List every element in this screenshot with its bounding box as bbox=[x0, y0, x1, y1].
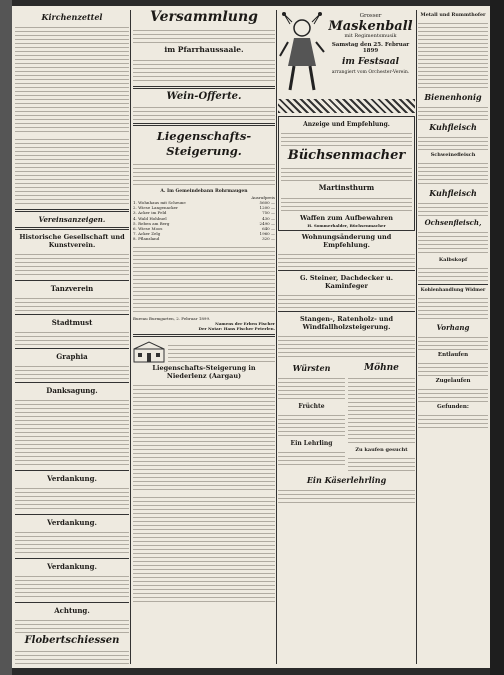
parcel-price: 640 — bbox=[262, 226, 275, 232]
parcel-description: 8. Pflanzland bbox=[133, 236, 160, 242]
tanzverein-text bbox=[15, 295, 129, 311]
jester-illustration-icon bbox=[278, 12, 326, 94]
niederlenz-text bbox=[133, 382, 275, 492]
anzeige-heading: Anzeige und Empfehlung. bbox=[303, 121, 390, 128]
festsaal-label: im Festsaal bbox=[341, 57, 400, 67]
column-divider bbox=[130, 10, 131, 664]
column-divider bbox=[276, 10, 277, 664]
flobertschiessen-text bbox=[15, 648, 129, 664]
waffen-label: Waffen zum Aufbewahren bbox=[299, 214, 394, 222]
maskenball-ad bbox=[278, 10, 415, 96]
gefunden-heading: Gefunden: bbox=[437, 404, 469, 410]
kohlenhandlung-heading: Kohlenhandlung Widmer bbox=[420, 288, 486, 293]
bienenhonig-heading: Bienenhonig bbox=[424, 92, 482, 102]
buechsenmacher-heading: Büchsenmacher bbox=[287, 148, 406, 163]
decorative-border bbox=[278, 99, 415, 113]
tanzverein-heading: Tanzverein bbox=[50, 284, 94, 293]
kuhfleisch-heading-2: Kuhfleisch bbox=[429, 188, 477, 198]
versammlung-traktanden bbox=[133, 57, 275, 83]
niederlenz-heading: Liegenschafts-Steigerung in Niederlenz (Aargau) bbox=[152, 363, 256, 380]
verdankung-heading: Verdankung. bbox=[47, 562, 97, 571]
achtung-text bbox=[15, 617, 129, 633]
column-4 bbox=[418, 10, 488, 664]
maskenball-heading: Maskenball bbox=[328, 19, 413, 34]
column-divider bbox=[416, 10, 417, 664]
wein-offerte-text bbox=[133, 104, 275, 120]
newspaper-page bbox=[12, 6, 490, 668]
wein-offerte-heading: Wein-Offerte. bbox=[166, 91, 242, 102]
danksagung-text bbox=[15, 397, 129, 467]
parcel-price: 750 — bbox=[262, 210, 275, 216]
gemeindebann-heading: A. Im Gemeindebann Rohrmaugen bbox=[160, 189, 248, 194]
verdankung-heading: Verdankung. bbox=[47, 474, 97, 483]
lehrling-heading: Ein Lehrling bbox=[290, 440, 333, 447]
parcel-price: 5600 — bbox=[259, 200, 275, 205]
stadtmusik-heading: Stadtmust bbox=[51, 318, 93, 327]
orchester-label: arrangiert vom Orchester-Verein. bbox=[331, 70, 410, 75]
liegenschafts-steigerung-heading: Liegenschafts-Steigerung. bbox=[156, 129, 252, 158]
namens-line: Namens der Erben Fischer bbox=[215, 320, 275, 326]
entlaufen-heading: Entlaufen bbox=[437, 352, 469, 358]
parcel-description: 4. Wald Hohbuel bbox=[133, 215, 167, 221]
vorhang-heading: Vorhang bbox=[436, 323, 470, 332]
kalbskopf-heading: Kalbskopf bbox=[438, 257, 468, 263]
danksagung-heading: Danksagung. bbox=[46, 386, 98, 395]
verdankung-heading: Verdankung. bbox=[47, 518, 97, 527]
column-3 bbox=[278, 10, 415, 664]
parcel-description: 3. Acker im Feld bbox=[133, 210, 167, 216]
parcel-row bbox=[133, 236, 275, 241]
parcel-description: 1. Wohnhaus mit Scheune bbox=[133, 200, 186, 205]
bureau-date: Bureau Burmgarten, 2. Februar 1899. bbox=[133, 315, 211, 321]
niederlenz-text-cont bbox=[133, 494, 275, 604]
zu-kaufen-heading: Zu kaufen gesucht bbox=[355, 447, 408, 453]
ochsenfleisch-heading: Ochsenfleisch, bbox=[424, 218, 482, 227]
wuersten-heading: Würsten bbox=[292, 363, 331, 373]
sommerhalder-signature: H. Sommerhalder, Büchsenmacher bbox=[307, 223, 386, 228]
vereinsanzeigen-heading: Vereinsanzeigen. bbox=[38, 215, 106, 224]
metall-heading: Metall und Rummthofer bbox=[420, 12, 486, 18]
column-1 bbox=[15, 10, 129, 664]
notar-signature: Der Notar: Hans Fischer Peterlen. bbox=[198, 325, 275, 331]
gottesdienst-text bbox=[15, 136, 129, 206]
page-edge bbox=[490, 0, 504, 675]
book-binding bbox=[0, 0, 12, 675]
fruechte-heading: Früchte bbox=[298, 403, 325, 410]
parcel-price: 2490 — bbox=[259, 220, 275, 226]
parcel-price: 430 — bbox=[262, 215, 275, 221]
parcel-price: 1960 — bbox=[259, 231, 275, 237]
schweinefleisch-heading: Schweinefleisch bbox=[430, 152, 476, 158]
buechsenmacher-ad bbox=[278, 116, 415, 231]
graphia-heading: Graphia bbox=[56, 352, 88, 361]
steigerung-intro bbox=[133, 161, 275, 187]
maskenball-date: Samstag den 25. Februar 1899 bbox=[331, 42, 410, 54]
parcel-description: 7. Acker Zelg bbox=[133, 231, 161, 237]
steiner-heading: G. Steiner, Dachdecker u. Kaminfeger bbox=[300, 274, 393, 290]
stadtmusik-text bbox=[15, 329, 129, 345]
regimentsmusik-label: mit Regimentsmusik bbox=[344, 33, 397, 39]
wohnungsaenderung-heading: Wohnungsänderung und Empfehlung. bbox=[301, 233, 392, 249]
kirchenzettel-heading: Kirchenzettel bbox=[41, 12, 103, 22]
versammlung-heading: Versammlung bbox=[150, 10, 258, 25]
versammlung-text bbox=[133, 27, 275, 43]
small-ads-row bbox=[278, 361, 415, 473]
parcel-table bbox=[133, 200, 275, 242]
verdankung-text bbox=[15, 485, 129, 511]
holzsteigerung-heading: Stangen-, Ratenholz- und Windfallholzsteigerung. bbox=[299, 315, 394, 331]
kaeserlehrling-heading: Ein Käserlehrling bbox=[306, 475, 387, 485]
parcel-price: 1200 — bbox=[259, 205, 275, 211]
parcel-price: 320 — bbox=[262, 236, 275, 242]
parcel-description: 2. Wiese Langenacker bbox=[133, 205, 178, 211]
kirchenzettel-text bbox=[15, 24, 129, 134]
graphia-text bbox=[15, 363, 129, 379]
historische-text bbox=[15, 251, 129, 277]
martinsthurm-label: Martinsthurm bbox=[318, 183, 375, 192]
grosser-label: Grosser bbox=[359, 13, 382, 19]
flobertschiessen-heading: Flobertschiessen bbox=[24, 635, 120, 646]
pfarrhaussaal-heading: im Pfarrhaussaale. bbox=[164, 45, 244, 54]
verdankung-text bbox=[15, 573, 129, 599]
verdankung-text bbox=[15, 529, 129, 555]
ausrufpreis-label: Ausrufpreis bbox=[251, 195, 275, 200]
moehne-heading: Möhne bbox=[364, 363, 399, 373]
parcel-description: 6. Wiese Moos bbox=[133, 226, 163, 232]
steigerung-niederlenz-header bbox=[133, 340, 275, 364]
parcel-description: 5. Reben am Berg bbox=[133, 220, 170, 226]
achtung-heading: Achtung. bbox=[54, 606, 90, 615]
building-illustration-icon bbox=[133, 341, 165, 363]
zugelaufen-heading: Zugelaufen bbox=[435, 378, 471, 384]
column-2 bbox=[133, 10, 275, 664]
kuhfleisch-heading: Kuhfleisch bbox=[429, 122, 477, 132]
historische-gesellschaft-heading: Historische Gesellschaft und Kunstverein. bbox=[19, 233, 125, 249]
steigerung-conditions bbox=[133, 244, 275, 314]
